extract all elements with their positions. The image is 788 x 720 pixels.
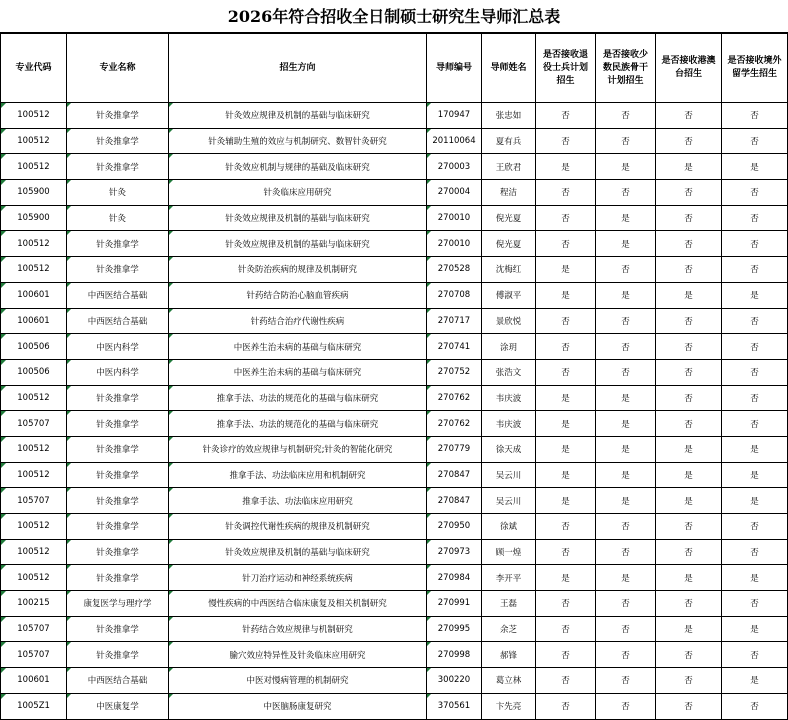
cell-international[interactable]: 否 xyxy=(722,693,788,719)
cell-hk-macao-taiwan[interactable]: 是 xyxy=(656,616,722,642)
cell-veteran-plan[interactable]: 是 xyxy=(536,436,596,462)
cell-tutor-id[interactable]: 270984 xyxy=(427,565,482,591)
header-tutor-id: 导师编号 xyxy=(427,34,482,103)
header-row xyxy=(1,34,788,103)
cell-direction[interactable]: 针灸防治疾病的规律及机制研究 xyxy=(169,257,427,283)
cell-veteran-plan[interactable]: 否 xyxy=(536,334,596,360)
cell-direction[interactable]: 针灸调控代谢性疾病的规律及机制研究 xyxy=(169,514,427,540)
cell-major-code[interactable]: 100601 xyxy=(1,308,67,334)
cell-minority-plan[interactable]: 是 xyxy=(596,385,656,411)
cell-major-name[interactable]: 针灸推拿学 xyxy=(67,488,169,514)
cell-international[interactable]: 否 xyxy=(722,591,788,617)
cell-hk-macao-taiwan[interactable]: 否 xyxy=(656,539,722,565)
cell-major-code[interactable]: 1005Z1 xyxy=(1,693,67,719)
cell-international[interactable]: 是 xyxy=(722,616,788,642)
cell-international[interactable]: 否 xyxy=(722,103,788,129)
cell-direction[interactable]: 针灸诊疗的效应规律与机制研究;针灸的智能化研究 xyxy=(169,436,427,462)
cell-direction[interactable]: 针灸效应规律及机制的基础与临床研究 xyxy=(169,103,427,129)
cell-veteran-plan[interactable]: 否 xyxy=(536,359,596,385)
cell-tutor-id[interactable]: 270003 xyxy=(427,154,482,180)
cell-international[interactable]: 否 xyxy=(722,231,788,257)
cell-major-code[interactable]: 100601 xyxy=(1,282,67,308)
cell-tutor-name[interactable]: 张忠如 xyxy=(482,103,536,129)
cell-tutor-name[interactable]: 张浩文 xyxy=(482,359,536,385)
cell-major-name[interactable]: 针灸推拿学 xyxy=(67,385,169,411)
header-minority-plan: 是否接收少数民族骨干计划招生 xyxy=(596,34,656,103)
cell-major-code[interactable]: 100512 xyxy=(1,565,67,591)
cell-major-name[interactable]: 针灸 xyxy=(67,180,169,206)
cell-direction[interactable]: 推拿手法、功法临床应用研究 xyxy=(169,488,427,514)
cell-international[interactable]: 否 xyxy=(722,642,788,668)
cell-major-code[interactable]: 105707 xyxy=(1,616,67,642)
cell-hk-macao-taiwan[interactable]: 否 xyxy=(656,668,722,694)
table-row xyxy=(1,642,788,668)
cell-tutor-id[interactable]: 270010 xyxy=(427,205,482,231)
cell-minority-plan[interactable]: 是 xyxy=(596,411,656,437)
cell-tutor-id[interactable]: 270950 xyxy=(427,514,482,540)
header-hk-macao-taiwan: 是否接收港澳台招生 xyxy=(656,34,722,103)
table-row xyxy=(1,334,788,360)
cell-tutor-name[interactable]: 王磊 xyxy=(482,591,536,617)
cell-hk-macao-taiwan[interactable]: 否 xyxy=(656,308,722,334)
cell-major-name[interactable]: 中医内科学 xyxy=(67,334,169,360)
cell-major-code[interactable]: 100512 xyxy=(1,514,67,540)
cell-minority-plan[interactable]: 是 xyxy=(596,231,656,257)
cell-major-code[interactable]: 100512 xyxy=(1,128,67,154)
table-row xyxy=(1,565,788,591)
cell-major-name[interactable]: 针灸推拿学 xyxy=(67,565,169,591)
cell-veteran-plan[interactable]: 否 xyxy=(536,103,596,129)
cell-tutor-id[interactable]: 270762 xyxy=(427,411,482,437)
header-veteran-plan: 是否接收退役士兵计划招生 xyxy=(536,34,596,103)
cell-minority-plan[interactable]: 是 xyxy=(596,488,656,514)
header-international: 是否接收境外留学生招生 xyxy=(722,34,788,103)
cell-minority-plan[interactable]: 否 xyxy=(596,103,656,129)
cell-tutor-id[interactable]: 270752 xyxy=(427,359,482,385)
cell-tutor-id[interactable]: 270741 xyxy=(427,334,482,360)
cell-major-code[interactable]: 100512 xyxy=(1,539,67,565)
cell-minority-plan[interactable]: 否 xyxy=(596,642,656,668)
cell-major-code[interactable]: 105707 xyxy=(1,488,67,514)
cell-minority-plan[interactable]: 否 xyxy=(596,616,656,642)
cell-international[interactable]: 否 xyxy=(722,359,788,385)
table-row xyxy=(1,359,788,385)
cell-tutor-name[interactable]: 夏有兵 xyxy=(482,128,536,154)
cell-tutor-name[interactable]: 程洁 xyxy=(482,180,536,206)
cell-veteran-plan[interactable]: 是 xyxy=(536,488,596,514)
cell-hk-macao-taiwan[interactable]: 否 xyxy=(656,231,722,257)
cell-international[interactable]: 否 xyxy=(722,411,788,437)
table-row xyxy=(1,436,788,462)
cell-major-name[interactable]: 针灸推拿学 xyxy=(67,616,169,642)
cell-tutor-id[interactable]: 270010 xyxy=(427,231,482,257)
cell-international[interactable]: 是 xyxy=(722,462,788,488)
cell-tutor-id[interactable]: 270991 xyxy=(427,591,482,617)
cell-tutor-name[interactable]: 涂玥 xyxy=(482,334,536,360)
cell-major-code[interactable]: 100601 xyxy=(1,668,67,694)
cell-minority-plan[interactable]: 否 xyxy=(596,359,656,385)
cell-tutor-name[interactable]: 沈梅红 xyxy=(482,257,536,283)
cell-tutor-name[interactable]: 吴云川 xyxy=(482,488,536,514)
cell-major-name[interactable]: 中西医结合基础 xyxy=(67,668,169,694)
cell-veteran-plan[interactable]: 否 xyxy=(536,205,596,231)
cell-direction[interactable]: 针药结合效应规律与机制研究 xyxy=(169,616,427,642)
cell-tutor-id[interactable]: 370561 xyxy=(427,693,482,719)
table-row xyxy=(1,616,788,642)
cell-minority-plan[interactable]: 否 xyxy=(596,668,656,694)
cell-international[interactable]: 否 xyxy=(722,205,788,231)
cell-tutor-id[interactable]: 270995 xyxy=(427,616,482,642)
cell-tutor-id[interactable]: 270762 xyxy=(427,385,482,411)
cell-veteran-plan[interactable]: 是 xyxy=(536,282,596,308)
cell-minority-plan[interactable]: 是 xyxy=(596,462,656,488)
cell-hk-macao-taiwan[interactable]: 否 xyxy=(656,128,722,154)
header-major: 专业名称 xyxy=(67,34,169,103)
cell-hk-macao-taiwan[interactable]: 否 xyxy=(656,642,722,668)
cell-hk-macao-taiwan[interactable]: 否 xyxy=(656,180,722,206)
cell-direction[interactable]: 针刀治疗运动和神经系统疾病 xyxy=(169,565,427,591)
table-row xyxy=(1,103,788,129)
cell-international[interactable]: 是 xyxy=(722,668,788,694)
cell-direction[interactable]: 中医对慢病管理的机制研究 xyxy=(169,668,427,694)
cell-tutor-name[interactable]: 郝锋 xyxy=(482,642,536,668)
cell-international[interactable]: 是 xyxy=(722,436,788,462)
cell-tutor-id[interactable]: 270717 xyxy=(427,308,482,334)
cell-direction[interactable]: 针灸辅助生殖的效应与机制研究、数智针灸研究 xyxy=(169,128,427,154)
cell-major-name[interactable]: 针灸推拿学 xyxy=(67,128,169,154)
table-row xyxy=(1,488,788,514)
cell-veteran-plan[interactable]: 否 xyxy=(536,668,596,694)
cell-tutor-name[interactable]: 卞先亮 xyxy=(482,693,536,719)
header-tutor-name: 导师姓名 xyxy=(482,34,536,103)
cell-international[interactable]: 否 xyxy=(722,334,788,360)
cell-hk-macao-taiwan[interactable]: 否 xyxy=(656,103,722,129)
cell-tutor-id[interactable]: 270528 xyxy=(427,257,482,283)
cell-hk-macao-taiwan[interactable]: 否 xyxy=(656,205,722,231)
cell-direction[interactable]: 推拿手法、功法的规范化的基础与临床研究 xyxy=(169,385,427,411)
cell-hk-macao-taiwan[interactable]: 是 xyxy=(656,565,722,591)
cell-hk-macao-taiwan[interactable]: 否 xyxy=(656,411,722,437)
cell-direction[interactable]: 慢性疾病的中西医结合临床康复及相关机制研究 xyxy=(169,591,427,617)
cell-veteran-plan[interactable]: 是 xyxy=(536,462,596,488)
cell-major-name[interactable]: 针灸推拿学 xyxy=(67,539,169,565)
cell-veteran-plan[interactable]: 否 xyxy=(536,642,596,668)
cell-minority-plan[interactable]: 否 xyxy=(596,128,656,154)
cell-veteran-plan[interactable]: 是 xyxy=(536,565,596,591)
cell-direction[interactable]: 中医养生治未病的基础与临床研究 xyxy=(169,334,427,360)
cell-major-code[interactable]: 105900 xyxy=(1,205,67,231)
cell-minority-plan[interactable]: 否 xyxy=(596,257,656,283)
cell-major-code[interactable]: 100215 xyxy=(1,591,67,617)
cell-minority-plan[interactable]: 否 xyxy=(596,180,656,206)
cell-international[interactable]: 否 xyxy=(722,128,788,154)
cell-tutor-id[interactable]: 270847 xyxy=(427,488,482,514)
cell-minority-plan[interactable]: 是 xyxy=(596,436,656,462)
cell-international[interactable]: 是 xyxy=(722,488,788,514)
cell-tutor-name[interactable]: 李开平 xyxy=(482,565,536,591)
cell-tutor-name[interactable]: 韦庆波 xyxy=(482,385,536,411)
cell-minority-plan[interactable]: 否 xyxy=(596,308,656,334)
cell-tutor-id[interactable]: 270847 xyxy=(427,462,482,488)
cell-direction[interactable]: 腧穴效应特异性及针灸临床应用研究 xyxy=(169,642,427,668)
cell-tutor-id[interactable]: 270004 xyxy=(427,180,482,206)
cell-major-name[interactable]: 中西医结合基础 xyxy=(67,282,169,308)
cell-direction[interactable]: 针药结合治疗代谢性疾病 xyxy=(169,308,427,334)
cell-tutor-id[interactable]: 270708 xyxy=(427,282,482,308)
cell-major-code[interactable]: 100512 xyxy=(1,103,67,129)
cell-direction[interactable]: 针药结合防治心脑血管疾病 xyxy=(169,282,427,308)
cell-minority-plan[interactable]: 否 xyxy=(596,693,656,719)
cell-hk-macao-taiwan[interactable]: 是 xyxy=(656,462,722,488)
header-code: 专业代码 xyxy=(1,34,67,103)
cell-tutor-name[interactable]: 徐斌 xyxy=(482,514,536,540)
cell-direction[interactable]: 针灸效应规律及机制的基础与临床研究 xyxy=(169,205,427,231)
cell-international[interactable]: 否 xyxy=(722,180,788,206)
cell-hk-macao-taiwan[interactable]: 是 xyxy=(656,488,722,514)
cell-major-code[interactable]: 100512 xyxy=(1,385,67,411)
table-row xyxy=(1,282,788,308)
cell-major-name[interactable]: 针灸推拿学 xyxy=(67,257,169,283)
cell-veteran-plan[interactable]: 否 xyxy=(536,308,596,334)
cell-tutor-name[interactable]: 顾一煌 xyxy=(482,539,536,565)
cell-direction[interactable]: 针灸效应规律及机制的基础与临床研究 xyxy=(169,539,427,565)
cell-direction[interactable]: 针灸效应规律及机制的基础与临床研究 xyxy=(169,231,427,257)
table-row xyxy=(1,128,788,154)
cell-major-code[interactable]: 105707 xyxy=(1,642,67,668)
cell-international[interactable]: 否 xyxy=(722,257,788,283)
cell-minority-plan[interactable]: 否 xyxy=(596,591,656,617)
cell-direction[interactable]: 针灸临床应用研究 xyxy=(169,180,427,206)
table-row xyxy=(1,257,788,283)
cell-major-code[interactable]: 100506 xyxy=(1,334,67,360)
cell-hk-macao-taiwan[interactable]: 否 xyxy=(656,591,722,617)
cell-hk-macao-taiwan[interactable]: 否 xyxy=(656,514,722,540)
cell-hk-macao-taiwan[interactable]: 是 xyxy=(656,436,722,462)
cell-veteran-plan[interactable]: 否 xyxy=(536,591,596,617)
cell-major-name[interactable]: 中医内科学 xyxy=(67,359,169,385)
cell-direction[interactable]: 中医脑肠康复研究 xyxy=(169,693,427,719)
cell-major-code[interactable]: 100512 xyxy=(1,436,67,462)
cell-major-code[interactable]: 105707 xyxy=(1,411,67,437)
cell-direction[interactable]: 推拿手法、功法的规范化的基础与临床研究 xyxy=(169,411,427,437)
table-row xyxy=(1,385,788,411)
cell-major-code[interactable]: 100512 xyxy=(1,462,67,488)
cell-major-name[interactable]: 针灸推拿学 xyxy=(67,514,169,540)
cell-major-code[interactable]: 100512 xyxy=(1,257,67,283)
cell-major-name[interactable]: 针灸推拿学 xyxy=(67,103,169,129)
cell-tutor-id[interactable]: 170947 xyxy=(427,103,482,129)
cell-tutor-name[interactable]: 傅淑平 xyxy=(482,282,536,308)
table-row xyxy=(1,693,788,719)
cell-veteran-plan[interactable]: 是 xyxy=(536,257,596,283)
cell-major-name[interactable]: 针灸 xyxy=(67,205,169,231)
cell-hk-macao-taiwan[interactable]: 否 xyxy=(656,359,722,385)
cell-veteran-plan[interactable]: 否 xyxy=(536,231,596,257)
cell-tutor-id[interactable]: 270973 xyxy=(427,539,482,565)
table-row xyxy=(1,411,788,437)
table-row xyxy=(1,180,788,206)
cell-hk-macao-taiwan[interactable]: 否 xyxy=(656,385,722,411)
table-row xyxy=(1,591,788,617)
cell-veteran-plan[interactable]: 是 xyxy=(536,385,596,411)
cell-tutor-name[interactable]: 吴云川 xyxy=(482,462,536,488)
cell-tutor-name[interactable]: 倪光夏 xyxy=(482,205,536,231)
cell-hk-macao-taiwan[interactable]: 是 xyxy=(656,154,722,180)
cell-major-code[interactable]: 105900 xyxy=(1,180,67,206)
cell-international[interactable]: 否 xyxy=(722,385,788,411)
cell-minority-plan[interactable]: 是 xyxy=(596,565,656,591)
table-row xyxy=(1,668,788,694)
cell-veteran-plan[interactable]: 否 xyxy=(536,128,596,154)
cell-international[interactable]: 否 xyxy=(722,514,788,540)
cell-tutor-name[interactable]: 王欣君 xyxy=(482,154,536,180)
sheet-title: 2026年符合招收全日制硕士研究生导师汇总表 xyxy=(0,0,788,33)
cell-international[interactable]: 否 xyxy=(722,308,788,334)
cell-international[interactable]: 是 xyxy=(722,282,788,308)
cell-international[interactable]: 是 xyxy=(722,154,788,180)
cell-major-name[interactable]: 康复医学与理疗学 xyxy=(67,591,169,617)
cell-hk-macao-taiwan[interactable]: 否 xyxy=(656,693,722,719)
cell-veteran-plan[interactable]: 是 xyxy=(536,411,596,437)
cell-major-name[interactable]: 针灸推拿学 xyxy=(67,411,169,437)
cell-tutor-id[interactable]: 300220 xyxy=(427,668,482,694)
cell-direction[interactable]: 针灸效应机制与规律的基础及临床研究 xyxy=(169,154,427,180)
cell-minority-plan[interactable]: 否 xyxy=(596,334,656,360)
cell-hk-macao-taiwan[interactable]: 是 xyxy=(656,282,722,308)
cell-tutor-name[interactable]: 韦庆波 xyxy=(482,411,536,437)
cell-tutor-id[interactable]: 20110064 xyxy=(427,128,482,154)
table-row xyxy=(1,205,788,231)
cell-major-name[interactable]: 针灸推拿学 xyxy=(67,231,169,257)
cell-minority-plan[interactable]: 是 xyxy=(596,205,656,231)
cell-tutor-name[interactable]: 景欣悦 xyxy=(482,308,536,334)
cell-veteran-plan[interactable]: 否 xyxy=(536,616,596,642)
cell-veteran-plan[interactable]: 是 xyxy=(536,154,596,180)
table-row xyxy=(1,539,788,565)
cell-direction[interactable]: 推拿手法、功法临床应用和机制研究 xyxy=(169,462,427,488)
cell-minority-plan[interactable]: 是 xyxy=(596,154,656,180)
header-direction: 招生方向 xyxy=(169,34,427,103)
cell-major-name[interactable]: 中医康复学 xyxy=(67,693,169,719)
cell-tutor-name[interactable]: 葛立林 xyxy=(482,668,536,694)
cell-veteran-plan[interactable]: 否 xyxy=(536,539,596,565)
cell-hk-macao-taiwan[interactable]: 否 xyxy=(656,257,722,283)
cell-major-code[interactable]: 100512 xyxy=(1,231,67,257)
cell-hk-macao-taiwan[interactable]: 否 xyxy=(656,334,722,360)
cell-tutor-name[interactable]: 倪光夏 xyxy=(482,231,536,257)
cell-major-code[interactable]: 100506 xyxy=(1,359,67,385)
cell-minority-plan[interactable]: 否 xyxy=(596,514,656,540)
cell-minority-plan[interactable]: 是 xyxy=(596,282,656,308)
cell-tutor-id[interactable]: 270779 xyxy=(427,436,482,462)
cell-veteran-plan[interactable]: 否 xyxy=(536,693,596,719)
table-row xyxy=(1,154,788,180)
cell-major-name[interactable]: 针灸推拿学 xyxy=(67,154,169,180)
cell-major-name[interactable]: 针灸推拿学 xyxy=(67,436,169,462)
cell-international[interactable]: 是 xyxy=(722,565,788,591)
cell-major-name[interactable]: 针灸推拿学 xyxy=(67,642,169,668)
cell-international[interactable]: 否 xyxy=(722,539,788,565)
tutor-table xyxy=(0,33,788,720)
table-row xyxy=(1,231,788,257)
cell-veteran-plan[interactable]: 否 xyxy=(536,514,596,540)
table-row xyxy=(1,462,788,488)
cell-major-code[interactable]: 100512 xyxy=(1,154,67,180)
table-row xyxy=(1,514,788,540)
cell-tutor-id[interactable]: 270998 xyxy=(427,642,482,668)
table-row xyxy=(1,308,788,334)
cell-veteran-plan[interactable]: 否 xyxy=(536,180,596,206)
cell-major-name[interactable]: 针灸推拿学 xyxy=(67,462,169,488)
cell-tutor-name[interactable]: 徐天成 xyxy=(482,436,536,462)
cell-major-name[interactable]: 中西医结合基础 xyxy=(67,308,169,334)
cell-direction[interactable]: 中医养生治未病的基础与临床研究 xyxy=(169,359,427,385)
cell-tutor-name[interactable]: 余芝 xyxy=(482,616,536,642)
cell-minority-plan[interactable]: 否 xyxy=(596,539,656,565)
